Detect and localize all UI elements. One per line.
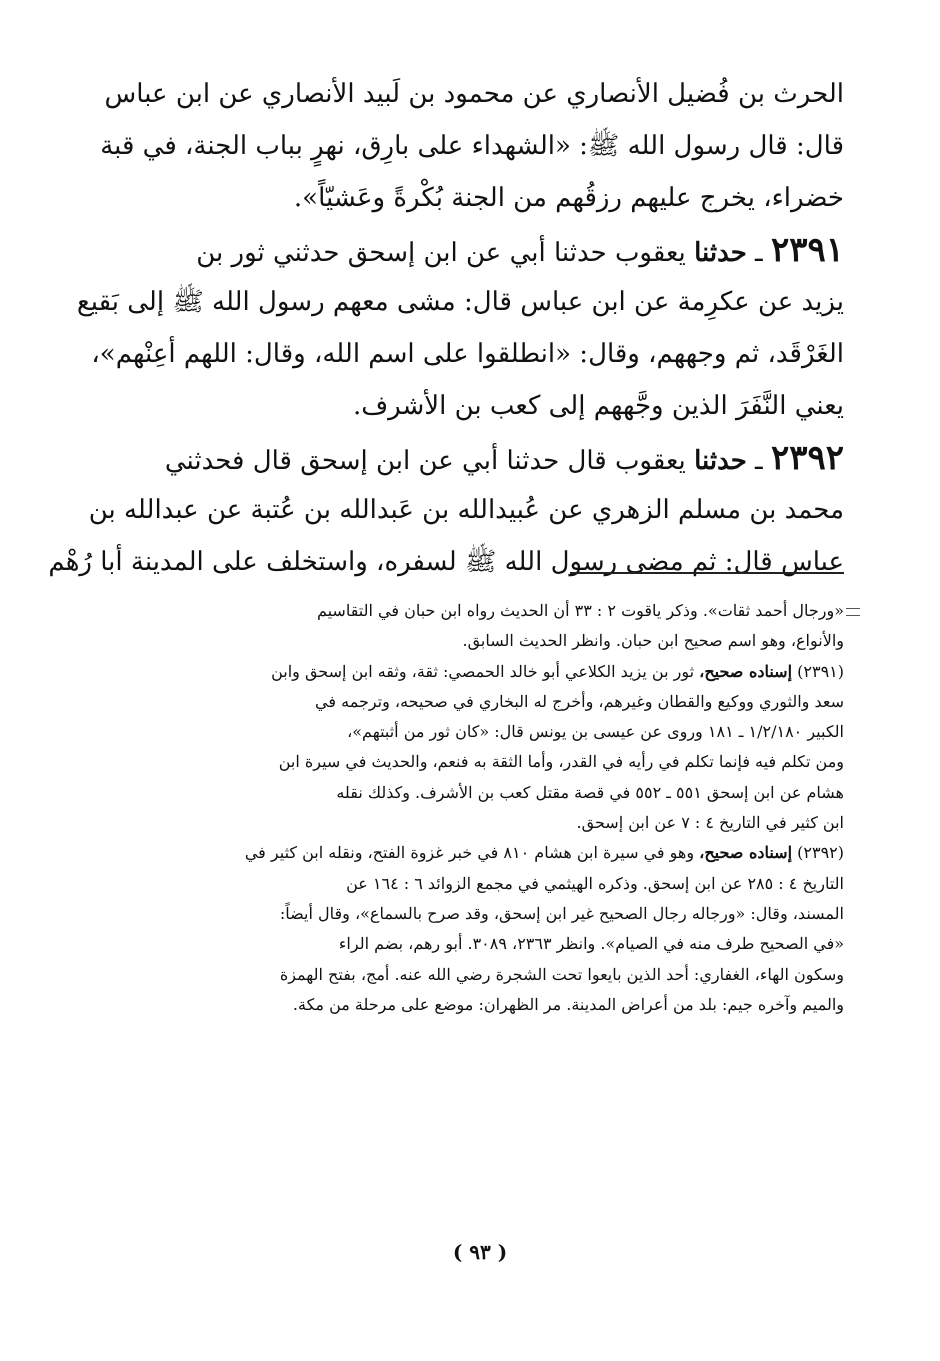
text-line: عباس قال: ثم مضى رسول الله ﷺ لسفره، واستخلف على المدينة أبا رُهْم xyxy=(48,547,844,577)
dash: ـ xyxy=(746,446,763,476)
text-line: خضراء، يخرج عليهم رزقُهم من الجنة بُكْرةً وعَشيّاً». xyxy=(293,183,844,213)
text-line: يزيد عن عكرِمة عن ابن عباس قال: مشى معهم رسول الله ﷺ إلى بَقيع xyxy=(76,287,844,317)
hadith-text: يعقوب حدثنا أبي عن ابن إسحق حدثني ثور بن xyxy=(196,238,686,268)
text-line: محمد بن مسلم الزهري عن عُبيدالله بن عَبدالله بن عُتبة عن عبدالله بن xyxy=(88,495,844,525)
note-line: «ورجال أحمد ثقات». وذكر ياقوت ٢ : ٣٣ أن الحديث رواه ابن حبان في التقاسيم xyxy=(316,601,844,620)
hadith-lead-word: حدثنا xyxy=(694,446,747,476)
note-line: والأنواع، وهو اسم صحيح ابن حبان. وانظر الحديث السابق. xyxy=(462,631,844,651)
note-line: ابن كثير في التاريخ ٤ : ٧ عن ابن إسحق. xyxy=(576,813,844,833)
text-line: قال: قال رسول الله ﷺ: «الشهداء على بارِق، نهرٍ بباب الجنة، في قبة xyxy=(100,131,844,161)
note-lead: إسناده صحيح، xyxy=(699,843,793,863)
note-line: الكبير ١/٢/١٨٠ ـ ١٨١ وروى عن عيسى بن يونس قال: «كان ثور من أثبتهم»، xyxy=(347,722,844,742)
note-text: وهو في سيرة ابن هشام ٨١٠ في خبر غزوة الفتح، ونقله ابن كثير في xyxy=(244,843,695,863)
footnotes xyxy=(126,596,844,1020)
note-line: والميم وآخره جيم: بلد من أعراض المدينة. مر الظهران: موضع على مرحلة من مكة. xyxy=(292,994,844,1014)
hadith-number: ٢٣٩١ xyxy=(770,230,844,270)
main-text xyxy=(48,68,844,588)
text-line: الحرث بن فُضيل الأنصاري عن محمود بن لَبيد الأنصاري عن ابن عباس xyxy=(104,79,844,109)
note-text: ثور بن يزيد الكلاعي أبو خالد الحمصي: ثقة، وثقه ابن إسحق وابن xyxy=(271,661,695,681)
note-line: ومن تكلم فيه فإنما تكلم في رأيه في القدر، وأما الثقة به فنعم، والحديث في سيرة ابن xyxy=(278,752,844,772)
note-number: (٢٣٩٢) xyxy=(797,843,844,863)
hadith-lead-word: حدثنا xyxy=(694,238,747,268)
page-number: ( ٩٣ ) xyxy=(452,1240,508,1264)
note-line: وسكون الهاء، الغفاري: أحد الذين بايعوا تحت الشجرة رضي الله عنه. أمج، بفتح الهمزة xyxy=(279,964,844,984)
note-line: التاريخ ٤ : ٢٨٥ عن ابن إسحق. وذكره الهيثمي في مجمع الزوائد ٦ : ١٦٤ عن xyxy=(346,873,844,893)
margin-mark xyxy=(846,608,860,616)
note-2391-first-line xyxy=(126,657,844,687)
hadith-2392-heading xyxy=(138,432,844,484)
hadith-2391-heading xyxy=(138,224,844,276)
hadith-number: ٢٣٩٢ xyxy=(770,438,844,478)
note-line: سعد والثوري ووكيع والقطان وغيرهم، وأخرج له البخاري في صحيحه، وترجمه في xyxy=(315,691,844,711)
note-number: (٢٣٩١) xyxy=(797,661,844,681)
note-lead: إسناده صحيح، xyxy=(699,661,793,681)
note-line: المسند، وقال: «ورجاله رجال الصحيح غير ابن إسحق، وقد صرح بالسماع»، وقال أيضاً: xyxy=(279,903,844,923)
footnote-divider xyxy=(570,572,844,574)
dash: ـ xyxy=(746,238,763,268)
text-line: يعني النَّفَرَ الذين وجَّههم إلى كعب بن الأشرف. xyxy=(352,391,844,421)
note-line: هشام عن ابن إسحق ٥٥١ ـ ٥٥٢ في قصة مقتل كعب بن الأشرف. وكذلك نقله xyxy=(336,782,844,802)
hadith-text: يعقوب قال حدثنا أبي عن ابن إسحق قال فحدثني xyxy=(164,446,686,476)
text-line: الغَرْقَد، ثم وجههم، وقال: «انطلقوا على اسم الله، وقال: اللهم أعِنْهم»، xyxy=(91,339,844,369)
note-line: «في الصحيح طرف منه في الصيام». وانظر ٢٣٦٣، ٣٠٨٩. أبو رهم، بضم الراء xyxy=(338,934,844,954)
note-2392-first-line xyxy=(126,838,844,868)
